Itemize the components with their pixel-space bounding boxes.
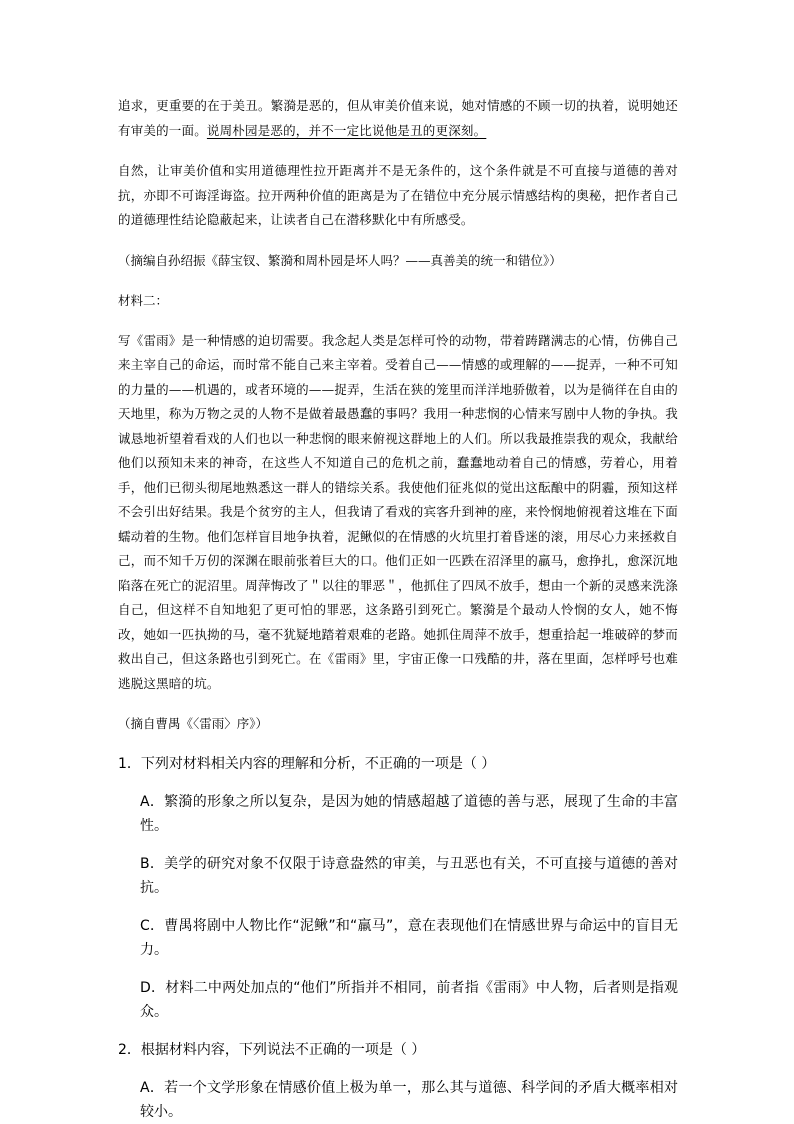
- question-1-option-c: C．曹禺将剧中人物比作“泥鳅”和“羸马”，意在表现他们在情感世界与命运中的盲目无力。: [140, 918, 678, 958]
- material1-source: （摘编自孙绍振《薛宝钗、繁漪和周朴园是坏人吗？——真善美的统一和错位》）: [118, 252, 562, 268]
- question-2-option-a: A．若一个文学形象在情感价值上极为单一，那么其与道德、科学间的矛盾大概率相对较小。: [140, 1080, 678, 1120]
- question-1-stem: 1．下列对材料相关内容的理解和分析，不正确的一项是（ ）: [118, 756, 496, 772]
- underlined-sentence: 说周朴园是恶的，并不一定比说他是丑的更深刻。: [206, 122, 487, 138]
- material2-paragraph: 写《雷雨》是一种情感的迫切需要。我念起人类是怎样可怜的动物，带着踌躇满志的心情，仿佛自己来主宰自己的命运，而时常不能自己来主宰着。受着自己——情感的或理解的——捉弄，一种不可知的力量的——机遇的，或者环境的——捉弄，生活在狭的笼里而洋洋地骄傲着，以为是徜徉在自由的天地里，称为万物之灵的人物不是做着最愚蠢的事吗？我用一种悲悯的心情来写剧中人物的争执。我诚恳地祈望着看戏的人们也以一种悲悯的眼来俯视这群地上的人们。所以我最推崇我的观众，我献给他们以预知未来的神奇，在这些人不知道自己的危机之前，蠢蠢地动着自己的情感，劳着心，用着手，他们已彻头彻尾地熟悉这一群人的错综关系。我使他们征兆似的觉出这酝酿中的阴霾，预知这样不会引出好结果。我是个贫穷的主人，但我请了看戏的宾客升到神的座，来怜悯地俯视着这堆在下面蠕动着的生物。他们怎样盲目地争执着，泥鳅似的在情感的火坑里打着昏迷的滚，用尽心力来拯救自己，而不知千万仞的深渊在眼前张着巨大的口。他们正如一匹跌在沼泽里的羸马，愈挣扎，愈深沉地陷落在死亡的泥沼里。周萍悔改了＂以往的罪恶＂，他抓住了四凤不放手，想由一个新的灵感来洗涤自己，但这样不自知地犯了更可怕的罪恶，这条路引到死亡。繁漪是个最动人怜悯的女人，她不悔改，她如一匹执拗的马，毫不犹疑地踏着艰难的老路。她抓住周萍不放手，想重拾起一堆破碎的梦而救出自己，但这条路也引到死亡。在《雷雨》里，宇宙正像一口残酷的井，落在里面，怎样呼号也难逃脱这黑暗的坑。: [118, 332, 678, 691]
- material1-paragraph-1-text: 追求，更重要的在于美丑。繁漪是恶的，但从审美价值来说，她对情感的不顾一切的执着，说明她还有审美的一面。: [118, 98, 678, 138]
- material1-paragraph-1: [118, 94, 678, 143]
- question-1-option-d: D．材料二中两处加点的“他们”所指并不相同，前者指《雷雨》中人物，后者则是指观众。: [140, 980, 678, 1020]
- question-1-option-a: A．繁漪的形象之所以复杂，是因为她的情感超越了道德的善与恶，展现了生命的丰富性。: [140, 794, 678, 834]
- question-2-stem: 2．根据材料内容，下列说法不正确的一项是（ ）: [118, 1042, 426, 1058]
- material2-label: 材料二：: [118, 292, 169, 308]
- document-page: [118, 94, 678, 1124]
- material1-paragraph-2: 自然，让审美价值和实用道德理性拉开距离并不是无条件的，这个条件就是不可直接与道德的善对抗，亦即不可诲淫诲盗。拉开两种价值的距离是为了在错位中充分展示情感结构的奥秘，把作者自己的道德理性结论隐蔽起来，让读者自己在潜移默化中有所感受。: [118, 163, 678, 227]
- question-1-option-b: B．美学的研究对象不仅限于诗意盎然的审美，与丑恶也有关，不可直接与道德的善对抗。: [140, 856, 678, 896]
- material2-source: （摘自曹禺《〈雷雨〉序》）: [118, 716, 269, 731]
